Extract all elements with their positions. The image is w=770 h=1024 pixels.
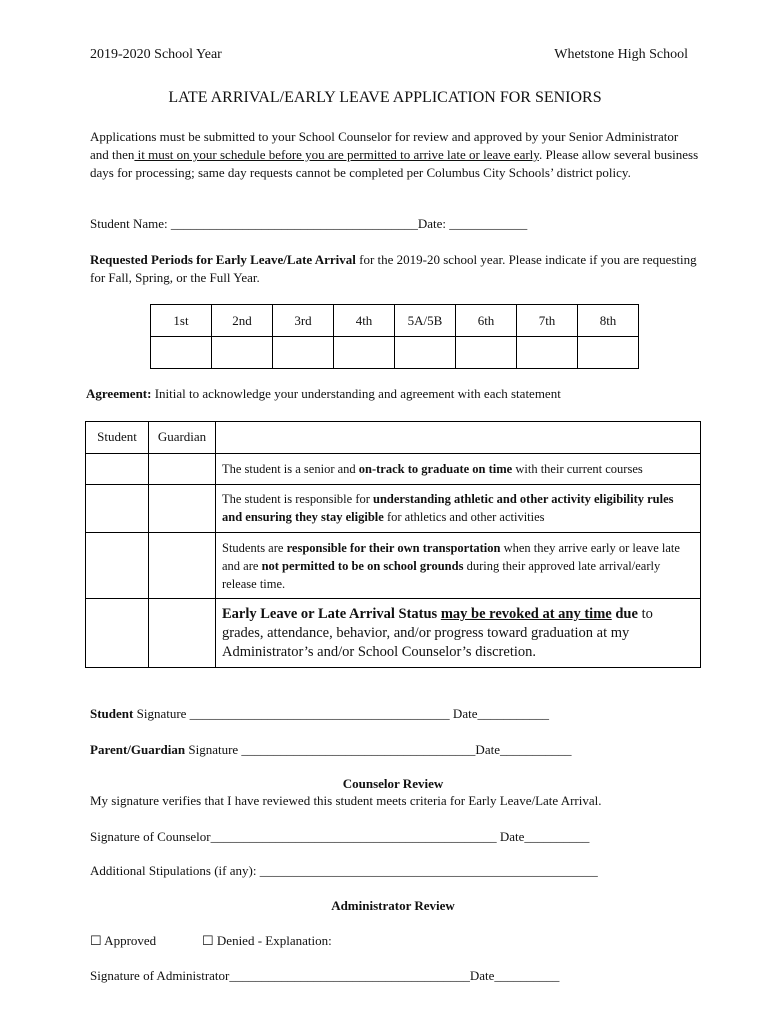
student-name-date: Date: ____________ [417,216,528,231]
agreement-label [86,386,561,402]
period-header: 4th [334,305,395,337]
period-entry-cell[interactable] [517,337,578,369]
intro-text-1: Applications must be submitted to your School Counselor for review and approved by your Senior Administrator and then [90,129,679,162]
counselor-review-heading: Counselor Review [342,776,444,791]
guardian-initial-cell[interactable] [149,485,216,533]
period-entry-cell[interactable] [212,337,273,369]
periods-table [150,304,639,369]
guardian-initial-cell[interactable] [149,533,216,599]
student-initial-cell[interactable] [86,485,149,533]
requested-periods-paragraph [90,251,700,287]
period-header: 2nd [212,305,273,337]
student-initial-cell[interactable] [86,599,149,668]
statement-text: Students are responsible for their own transportation when they arrive early or leave late and are not permitted to be on school grounds during their approved late arrival/early release time. [216,533,701,599]
agreement-row [86,485,701,533]
period-header: 7th [517,305,578,337]
period-entry-cell[interactable] [456,337,517,369]
period-header: 1st [151,305,212,337]
stipulations-line[interactable]: Additional Stipulations (if any): ____________________________________________________ [90,863,598,878]
student-signature-line[interactable] [90,706,549,722]
requested-periods-bold: Requested Periods for Early Leave/Late Arrival [90,252,356,267]
administrator-signature-line[interactable]: Signature of Administrator_____________________________________Date__________ [90,968,560,983]
agreement-table [85,421,701,668]
period-entry-cell[interactable] [578,337,639,369]
agreement-row [86,533,701,599]
intro-text-2: . Please allow several business days for processing; same day requests cannot be completed per Columbus City Schools’ district policy. [90,147,699,180]
form-title: LATE ARRIVAL/EARLY LEAVE APPLICATION FOR SENIORS [168,89,602,106]
agreement-row [86,599,701,668]
statement-text: The student is responsible for understanding athletic and other activity eligibility rules and ensuring they stay eligible for athletics and other activities [216,485,701,533]
student-signature-text: Signature ________________________________________ Date___________ [133,706,549,721]
student-name-line[interactable] [90,216,527,232]
period-header: 8th [578,305,639,337]
periods-header-row [151,305,639,337]
statement-text: The student is a senior and on-track to graduate on time with their current courses [216,454,701,485]
parent-signature-bold: Parent/Guardian [90,742,186,757]
parent-signature-text: Signature ____________________________________Date___________ [185,742,572,757]
agreement-header-row [86,422,701,454]
period-header: 3rd [273,305,334,337]
intro-underlined-text: it must on your schedule before you are permitted to arrive late or leave early [134,147,539,162]
approved-checkbox[interactable]: ☐ Approved [90,933,157,948]
administrator-review-heading: Administrator Review [331,898,455,913]
student-initial-cell[interactable] [86,533,149,599]
guardian-initial-cell[interactable] [149,454,216,485]
statement-column-header [216,422,701,454]
guardian-column-header: Guardian [149,422,216,454]
student-column-header: Student [86,422,149,454]
period-entry-cell[interactable] [273,337,334,369]
periods-entry-row [151,337,639,369]
guardian-initial-cell[interactable] [149,599,216,668]
agreement-label-text: Initial to acknowledge your understanding and agreement with each statement [151,386,561,401]
period-entry-cell[interactable] [151,337,212,369]
requested-periods-text: for the 2019-20 school year. Please indicate if you are requesting for Fall, Spring, or the Full Year. [90,252,697,285]
statement-text: Early Leave or Late Arrival Status may be revoked at any time due to grades, attendance, behavior, and/or progress toward graduation at my Administrator’s and/or School Counselor’s discretion. [216,599,701,668]
counselor-signature-line[interactable]: Signature of Counselor____________________________________________ Date__________ [90,829,590,844]
period-header: 6th [456,305,517,337]
counselor-verify-text: My signature verifies that I have reviewed this student meets criteria for Early Leave/Late Arrival. [90,793,602,808]
student-name-label: Student Name: ______________________________________ [90,216,418,231]
denied-checkbox[interactable]: ☐ Denied - Explanation: [202,933,332,948]
agreement-label-bold: Agreement: [86,386,152,401]
intro-paragraph [90,128,700,182]
period-header: 5A/5B [395,305,456,337]
school-year: 2019-2020 School Year [90,47,222,62]
student-initial-cell[interactable] [86,454,149,485]
parent-signature-line[interactable] [90,742,571,758]
agreement-row [86,454,701,485]
student-signature-bold: Student [90,706,134,721]
period-entry-cell[interactable] [395,337,456,369]
period-entry-cell[interactable] [334,337,395,369]
school-name: Whetstone High School [554,47,688,62]
